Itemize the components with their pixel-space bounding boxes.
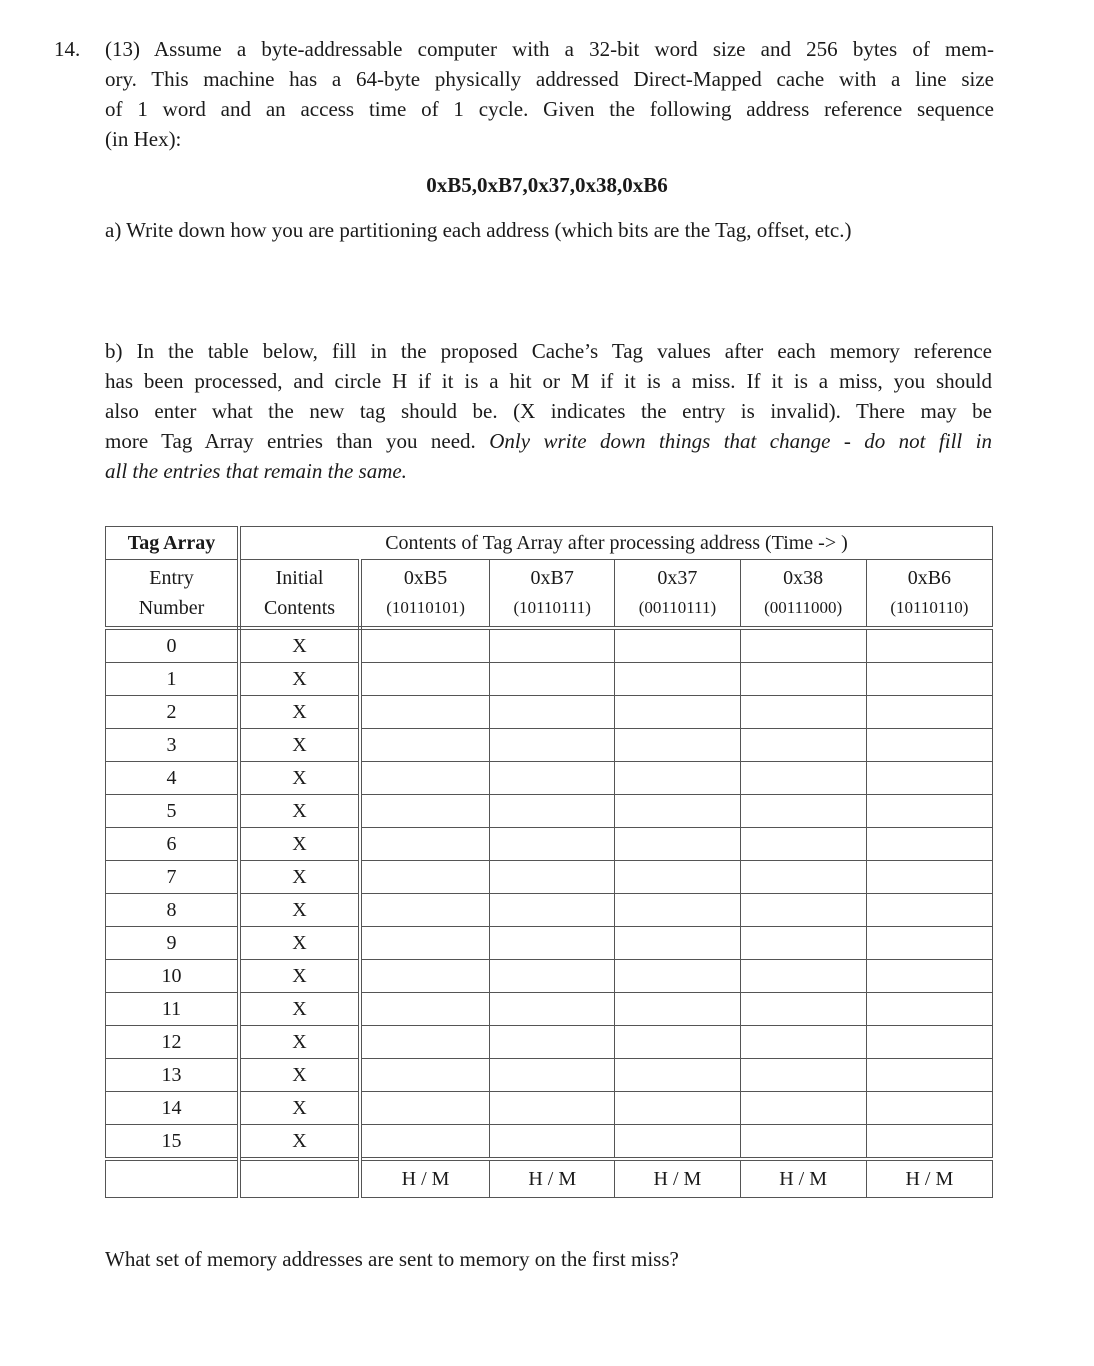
entry-number-cell: 8 <box>106 894 240 927</box>
table-row <box>106 729 993 762</box>
initial-contents-cell: X <box>239 828 360 861</box>
hm-cell[interactable]: H / M <box>866 1159 992 1198</box>
contents-header: Contents of Tag Array after processing address (Time -> ) <box>239 527 993 560</box>
tag-entry-cell[interactable] <box>866 663 992 696</box>
tag-entry-cell[interactable] <box>490 795 615 828</box>
tag-entry-cell[interactable] <box>615 1026 740 1059</box>
entry-number-cell: 7 <box>106 861 240 894</box>
initial-contents-cell: X <box>239 628 360 663</box>
col-addr: 0xB6 <box>907 567 952 589</box>
tag-entry-cell[interactable] <box>360 1092 490 1125</box>
tag-entry-cell[interactable] <box>866 729 992 762</box>
initial-contents-cell: X <box>239 762 360 795</box>
part-b-line-4-italic: Only write down things that change - do not fill in <box>489 429 992 453</box>
problem-line-1: (13) Assume a byte-addressable computer with a 32-bit word size and 256 bytes of mem- <box>105 37 994 61</box>
tag-entry-cell[interactable] <box>615 927 740 960</box>
tag-entry-cell[interactable] <box>740 762 866 795</box>
table-row <box>106 1059 993 1092</box>
tag-array-table <box>105 526 993 1198</box>
initial-contents-cell: X <box>239 1125 360 1160</box>
tag-entry-cell[interactable] <box>490 663 615 696</box>
tag-entry-cell[interactable] <box>490 628 615 663</box>
table-row <box>106 927 993 960</box>
col-bin: (10110101) <box>386 598 465 617</box>
tag-entry-cell[interactable] <box>866 628 992 663</box>
tag-entry-cell[interactable] <box>490 894 615 927</box>
col-bin: (00111000) <box>764 598 843 617</box>
tag-entry-cell[interactable] <box>490 828 615 861</box>
initial-contents-header <box>239 560 360 629</box>
table-row <box>106 828 993 861</box>
entry-number-cell: 3 <box>106 729 240 762</box>
table-row <box>106 1125 993 1160</box>
tag-entry-cell[interactable] <box>615 960 740 993</box>
part-a-prompt: a) Write down how you are partitioning each address (which bits are the Tag, offset, etc.) <box>105 218 852 242</box>
col-addr: 0xB5 <box>403 567 448 589</box>
tag-entry-cell[interactable] <box>740 828 866 861</box>
tag-entry-cell[interactable] <box>866 927 992 960</box>
col-bin: (10110110) <box>890 598 969 617</box>
entry-number-cell: 2 <box>106 696 240 729</box>
hm-cell[interactable]: H / M <box>360 1159 490 1198</box>
tag-entry-cell[interactable] <box>615 795 740 828</box>
entry-number-cell: 10 <box>106 960 240 993</box>
tag-entry-cell[interactable] <box>490 1092 615 1125</box>
part-b-line-2: has been processed, and circle H if it is a hit or M if it is a miss. If it is a miss, you should <box>105 369 992 393</box>
problem-line-4: (in Hex): <box>105 127 182 151</box>
entry-number-cell: 14 <box>106 1092 240 1125</box>
table-row <box>106 696 993 729</box>
table-row <box>106 993 993 1026</box>
question-number: 14. <box>54 37 81 61</box>
entry-number-header <box>106 560 240 629</box>
tag-entry-cell[interactable] <box>360 1026 490 1059</box>
tag-entry-cell[interactable] <box>490 729 615 762</box>
tag-entry-cell[interactable] <box>360 762 490 795</box>
hm-blank-initial <box>239 1159 360 1198</box>
problem-line-2: ory. This machine has a 64-byte physically addressed Direct-Mapped cache with a line size <box>105 67 994 91</box>
entry-number-cell: 12 <box>106 1026 240 1059</box>
initial-contents-cell: X <box>239 1059 360 1092</box>
col-bin: (10110111) <box>513 598 591 617</box>
col-header-2 <box>490 560 615 629</box>
tag-entry-cell[interactable] <box>740 795 866 828</box>
tag-entry-cell[interactable] <box>740 1092 866 1125</box>
tag-entry-cell[interactable] <box>360 1125 490 1160</box>
col-header-5 <box>866 560 992 629</box>
hm-cell[interactable]: H / M <box>615 1159 740 1198</box>
tag-array-rows <box>106 628 993 1159</box>
entry-number-cell: 1 <box>106 663 240 696</box>
tag-entry-cell[interactable] <box>490 696 615 729</box>
initial-contents-cell: X <box>239 894 360 927</box>
tag-entry-cell[interactable] <box>360 729 490 762</box>
tag-entry-cell[interactable] <box>615 894 740 927</box>
col-addr: 0xB7 <box>530 567 574 589</box>
table-row <box>106 663 993 696</box>
initial-contents-cell: X <box>239 861 360 894</box>
col-addr: 0x38 <box>783 567 824 589</box>
tag-entry-cell[interactable] <box>866 894 992 927</box>
col-header-1 <box>360 560 490 629</box>
hm-cell[interactable]: H / M <box>740 1159 866 1198</box>
tag-entry-cell[interactable] <box>866 993 992 1026</box>
tag-entry-cell[interactable] <box>866 762 992 795</box>
part-b-prompt <box>105 336 992 486</box>
tag-entry-cell[interactable] <box>360 663 490 696</box>
tag-entry-cell[interactable] <box>615 1125 740 1160</box>
table-row <box>106 1026 993 1059</box>
tag-entry-cell[interactable] <box>490 1059 615 1092</box>
tag-entry-cell[interactable] <box>615 628 740 663</box>
tag-entry-cell[interactable] <box>740 663 866 696</box>
tag-entry-cell[interactable] <box>490 1125 615 1160</box>
entry-number-cell: 5 <box>106 795 240 828</box>
tag-entry-cell[interactable] <box>740 993 866 1026</box>
contents-label: Contents <box>263 597 336 619</box>
tag-entry-cell[interactable] <box>360 960 490 993</box>
initial-contents-cell: X <box>239 927 360 960</box>
tag-entry-cell[interactable] <box>360 795 490 828</box>
number-label: Number <box>138 597 205 619</box>
tag-array-header: Tag Array <box>106 527 240 560</box>
tag-entry-cell[interactable] <box>490 993 615 1026</box>
table-row <box>106 1092 993 1125</box>
tag-entry-cell[interactable] <box>490 762 615 795</box>
initial-contents-cell: X <box>239 795 360 828</box>
table-row <box>106 795 993 828</box>
tag-entry-cell[interactable] <box>490 960 615 993</box>
tag-entry-cell[interactable] <box>615 1092 740 1125</box>
problem-14 <box>54 34 994 154</box>
table-row <box>106 762 993 795</box>
col-bin: (00110111) <box>638 598 717 617</box>
tag-entry-cell[interactable] <box>490 861 615 894</box>
tag-entry-cell[interactable] <box>740 1026 866 1059</box>
entry-number-cell: 15 <box>106 1125 240 1160</box>
tag-entry-cell[interactable] <box>615 762 740 795</box>
tag-entry-cell[interactable] <box>360 1059 490 1092</box>
tag-entry-cell[interactable] <box>740 1125 866 1160</box>
entry-label: Entry <box>149 567 194 589</box>
initial-contents-cell: X <box>239 993 360 1026</box>
col-addr: 0x37 <box>657 567 698 589</box>
part-b-line-4 <box>105 426 992 456</box>
part-b-line-5: all the entries that remain the same. <box>105 459 407 483</box>
table-row <box>106 628 993 663</box>
tag-entry-cell[interactable] <box>866 1125 992 1160</box>
entry-number-cell: 6 <box>106 828 240 861</box>
tag-entry-cell[interactable] <box>615 828 740 861</box>
col-header-3 <box>615 560 740 629</box>
tag-entry-cell[interactable] <box>866 861 992 894</box>
tag-entry-cell[interactable] <box>740 1059 866 1092</box>
initial-label: Initial <box>275 567 324 589</box>
tag-entry-cell[interactable] <box>740 729 866 762</box>
tag-entry-cell[interactable] <box>615 696 740 729</box>
col-header-4 <box>740 560 866 629</box>
entry-number-cell: 9 <box>106 927 240 960</box>
hit-miss-row <box>106 1159 993 1198</box>
initial-contents-cell: X <box>239 729 360 762</box>
tag-entry-cell[interactable] <box>615 1059 740 1092</box>
initial-contents-cell: X <box>239 663 360 696</box>
tag-entry-cell[interactable] <box>615 663 740 696</box>
tag-entry-cell[interactable] <box>615 993 740 1026</box>
initial-contents-cell: X <box>239 960 360 993</box>
tag-entry-cell[interactable] <box>360 696 490 729</box>
problem-line-3: of 1 word and an access time of 1 cycle. Given the following address reference sequence <box>105 97 994 121</box>
tag-entry-cell[interactable] <box>615 861 740 894</box>
part-b-line-3: also enter what the new tag should be. (X indicates the entry is invalid). There may be <box>105 399 992 423</box>
initial-contents-cell: X <box>239 696 360 729</box>
tag-entry-cell[interactable] <box>866 960 992 993</box>
address-sequence: 0xB5,0xB7,0x37,0x38,0xB6 <box>426 173 668 197</box>
initial-contents-cell: X <box>239 1026 360 1059</box>
tag-entry-cell[interactable] <box>490 927 615 960</box>
tag-entry-cell[interactable] <box>360 861 490 894</box>
tag-entry-cell[interactable] <box>866 696 992 729</box>
hm-cell[interactable]: H / M <box>490 1159 615 1198</box>
table-row <box>106 894 993 927</box>
tag-entry-cell[interactable] <box>360 828 490 861</box>
entry-number-cell: 0 <box>106 628 240 663</box>
tag-entry-cell[interactable] <box>866 1059 992 1092</box>
tag-entry-cell[interactable] <box>866 1092 992 1125</box>
table-row <box>106 861 993 894</box>
tag-entry-cell[interactable] <box>360 927 490 960</box>
tag-entry-cell[interactable] <box>360 628 490 663</box>
hm-blank-entry <box>106 1159 240 1198</box>
part-b-line-1: b) In the table below, fill in the proposed Cache’s Tag values after each memory reference <box>105 339 992 363</box>
tag-entry-cell[interactable] <box>615 729 740 762</box>
tag-entry-cell[interactable] <box>360 993 490 1026</box>
tag-entry-cell[interactable] <box>866 795 992 828</box>
tag-entry-cell[interactable] <box>740 696 866 729</box>
initial-contents-cell: X <box>239 1092 360 1125</box>
table-row <box>106 960 993 993</box>
tag-entry-cell[interactable] <box>740 628 866 663</box>
tag-entry-cell[interactable] <box>740 894 866 927</box>
tag-entry-cell[interactable] <box>866 1026 992 1059</box>
tag-entry-cell[interactable] <box>740 861 866 894</box>
tag-entry-cell[interactable] <box>360 894 490 927</box>
tag-entry-cell[interactable] <box>490 1026 615 1059</box>
entry-number-cell: 11 <box>106 993 240 1026</box>
tag-entry-cell[interactable] <box>866 828 992 861</box>
first-miss-question: What set of memory addresses are sent to memory on the first miss? <box>105 1247 679 1271</box>
part-b-line-4-plain: more Tag Array entries than you need. <box>105 429 490 453</box>
tag-entry-cell[interactable] <box>740 927 866 960</box>
tag-entry-cell[interactable] <box>740 960 866 993</box>
entry-number-cell: 13 <box>106 1059 240 1092</box>
entry-number-cell: 4 <box>106 762 240 795</box>
